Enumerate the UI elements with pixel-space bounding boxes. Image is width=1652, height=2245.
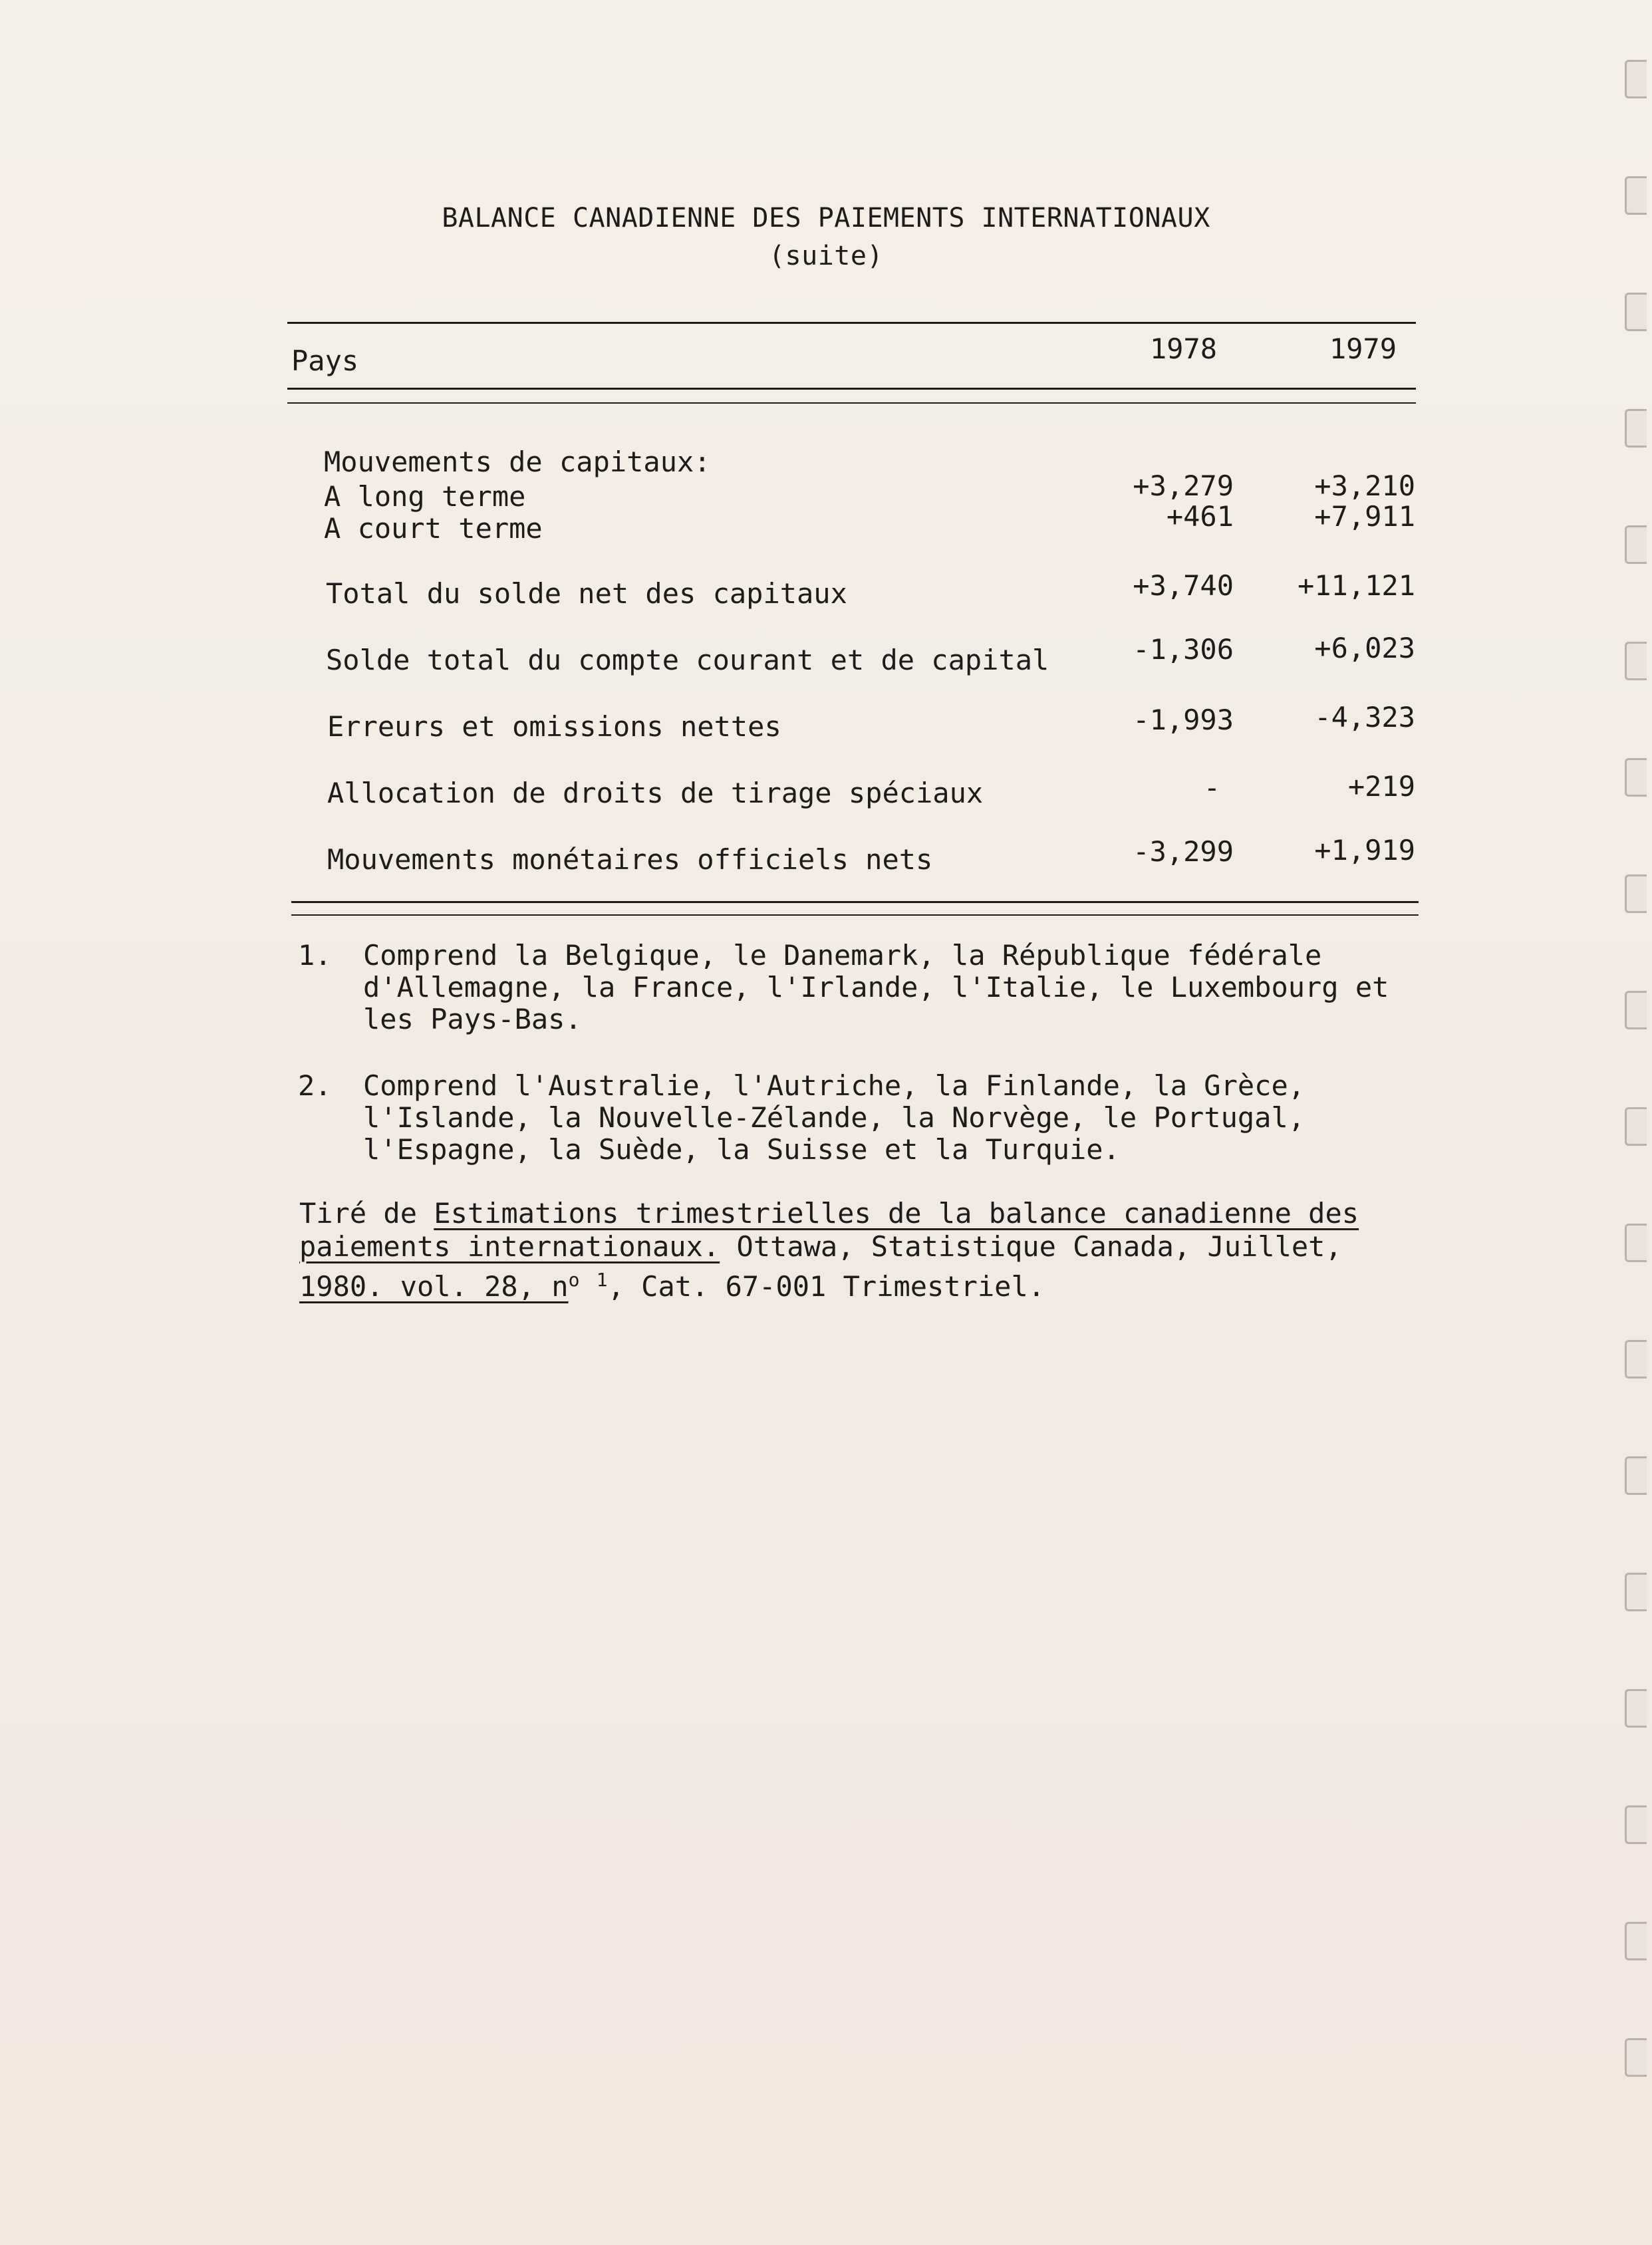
- spiral-binding: [1612, 60, 1652, 2188]
- source-title-1: Estimations trimestrielles de la balance canadienne des: [434, 1197, 1359, 1230]
- source-publisher: Ottawa, Statistique Canada, Juillet,: [720, 1230, 1342, 1263]
- source-sup-o: o: [568, 1269, 580, 1291]
- footnote-line: Comprend l'Australie, l'Autriche, la Finlande, la Grèce,: [363, 1069, 1306, 1102]
- page-subtitle: (suite): [768, 241, 884, 271]
- row-1978: -3,299: [1133, 835, 1234, 868]
- source-citation: [299, 1197, 1359, 1303]
- source-prefix: Tiré de: [299, 1197, 434, 1230]
- footnote-2: [298, 1069, 1429, 1176]
- row-1978: -1,306: [1133, 633, 1234, 666]
- row-label: A court terme: [324, 512, 543, 545]
- table-top-rule: [287, 322, 1416, 324]
- footnote-line: l'Espagne, la Suède, la Suisse et la Turquie.: [363, 1133, 1120, 1166]
- footnote-line: Comprend la Belgique, le Danemark, la République fédérale: [363, 939, 1322, 972]
- row-1978: -: [1203, 771, 1220, 804]
- footnote-line: l'Islande, la Nouvelle-Zélande, la Norvège, le Portugal,: [363, 1101, 1306, 1134]
- source-volume: 1980. vol. 28, n: [299, 1270, 569, 1303]
- footnote-number: 2.: [298, 1069, 332, 1102]
- source-title-2: paiements internationaux.: [299, 1230, 720, 1263]
- table-header-rule-2: [287, 402, 1416, 404]
- footnote-1: [298, 939, 1429, 1045]
- footnote-line: d'Allemagne, la France, l'Irlande, l'Italie, le Luxembourg et: [363, 971, 1389, 1003]
- footnote-number: 1.: [298, 939, 332, 972]
- table-bottom-rule-2: [291, 914, 1419, 916]
- header-1978: 1978: [1149, 332, 1217, 365]
- row-1979: +3,210: [1314, 469, 1415, 502]
- header-1979: 1979: [1329, 332, 1397, 365]
- row-1979: +6,023: [1314, 632, 1415, 664]
- row-label: Erreurs et omissions nettes: [327, 710, 781, 743]
- row-1978: -1,993: [1133, 704, 1234, 736]
- row-1978: +461: [1166, 500, 1234, 533]
- table-bottom-rule: [291, 901, 1419, 903]
- row-1978: +3,740: [1133, 569, 1234, 602]
- footnote-line: les Pays-Bas.: [363, 1003, 582, 1035]
- section-label: Mouvements de capitaux:: [324, 446, 711, 478]
- row-label: A long terme: [324, 480, 526, 513]
- row-label: Mouvements monétaires officiels nets: [327, 843, 933, 876]
- source-catalogue: , Cat. 67-001 Trimestriel.: [607, 1270, 1045, 1303]
- page-title: BALANCE CANADIENNE DES PAIEMENTS INTERNATIONAUX: [442, 203, 1210, 233]
- row-1979: +219: [1347, 770, 1415, 803]
- row-1979: +11,121: [1297, 569, 1415, 602]
- table-header-rule: [287, 388, 1416, 390]
- row-label: Solde total du compte courant et de capital: [326, 644, 1049, 676]
- row-1978: +3,279: [1133, 469, 1234, 502]
- header-country: Pays: [291, 344, 359, 377]
- row-label: Total du solde net des capitaux: [326, 577, 847, 610]
- source-sup-1: 1: [596, 1269, 608, 1291]
- row-1979: +7,911: [1314, 500, 1415, 533]
- row-label: Allocation de droits de tirage spéciaux: [327, 777, 984, 809]
- row-1979: +1,919: [1314, 834, 1415, 866]
- row-1979: -4,323: [1314, 701, 1415, 733]
